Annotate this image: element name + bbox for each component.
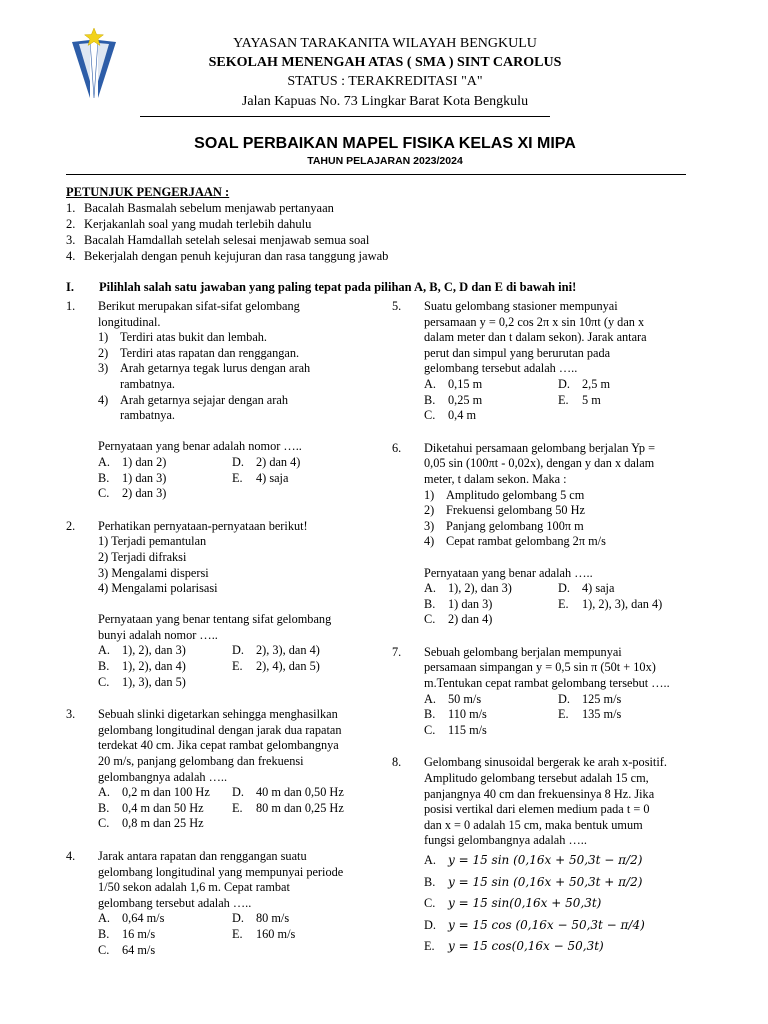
instruction-item: 3. Bacalah Hamdallah setelah selesai menjawab semua soal xyxy=(66,233,370,247)
school-address: Jalan Kapuas No. 73 Lingkar Barat Kota Bengkulu xyxy=(241,94,529,109)
answer-option-row: A. 0,2 m dan 100 Hz D. 40 m dan 0,50 Hz xyxy=(98,785,344,800)
question-3: 3. Sebuah slinki digetarkan sehingga menghasilkan gelombang longitudinal dengan jarak dua rapatan terdekat 40 cm. Jika cepat rambat gelombangnya 20 m/s, panjang gelombang dan frekuensi gelombangnya adalah ….. A. 0,2 m dan 100 Hz D. 40 m dan 0,50 Hz B. 0,4 m dan 50 Hz E. 80 m dan 0,25 Hz C. 0,8 m dan 25 Hz xyxy=(66,707,366,832)
answer-option-row: C. 64 m/s xyxy=(98,942,156,957)
answer-option-row: B. 1) dan 3) E. 4) saja xyxy=(98,470,289,485)
school-logo xyxy=(68,28,120,100)
question-7: 7. Sebuah gelombang berjalan mempunyai persamaan simpangan y = 0,5 sin π (50t + 10x) m.Tentukan cepat rambat gelombang tersebut ….. A. 50 m/s D. 125 m/s B. 110 m/s E. 135 m/s C. 115 m/s xyxy=(392,645,712,739)
answer-option-row: B. 110 m/s E. 135 m/s xyxy=(424,707,622,722)
answer-option-row: A. 1), 2), dan 3) D. 4) saja xyxy=(424,581,615,596)
question-2: 2. Perhatikan pernyataan-pernyataan berikut! 1) Terjadi pemantulan 2) Terjadi difraksi 3) Mengalami dispersi 4) Mengalami polarisasi Pernyataan yang benar tentang sifat gelombang bunyi adalah nomor ….. A. 1), 2), dan 3) D. 2), 3), dan 4) B. 1), 2), dan 4) E. 2), 4), dan 5) C. 1), 3), dan 5) xyxy=(66,519,366,691)
answer-option-row: A. 0,64 m/s D. 80 m/s xyxy=(98,911,290,926)
answer-option-row: C. 1), 3), dan 5) xyxy=(98,674,186,689)
question-6: 6. Diketahui persamaan gelombang berjalan Yp = 0,05 sin (100πt - 0,02x), dengan y dan x dalam meter, t dalam sekon. Maka : 1) Amplitudo gelombang 5 cm 2) Frekuensi gelombang 50 Hz 3) Panjang gelombang 100π m 4) Cepat rambat gelombang 2π m/s Pernyataan yang benar adalah ….. A. 1), 2), dan 3) D. 4) saja B. 1) dan 3) E. 1), 2), 3), dan 4) C. 2) dan 4) xyxy=(392,441,712,628)
answer-option-row: C. y = 15 sin(0,16x + 50,3t) xyxy=(424,896,602,911)
page-subtitle: TAHUN PELAJARAN 2023/2024 xyxy=(307,155,463,167)
foundation-name: YAYASAN TARAKANITA WILAYAH BENGKULU xyxy=(233,36,537,51)
accreditation-status: STATUS : TERAKREDITASI "A" xyxy=(287,74,483,89)
instruction-item: 4. Bekerjalah dengan penuh kejujuran dan rasa tanggung jawab xyxy=(66,249,389,263)
question-5: 5. Suatu gelombang stasioner mempunyai persamaan y = 0,2 cos 2π x sin 10πt (y dan x dalam meter dan t dalam sekon). Jarak antara perut dan simpul yang berurutan pada gelombang tersebut adalah ….. A. 0,15 m D. 2,5 m B. 0,25 m E. 5 m C. 0,4 m xyxy=(392,299,712,424)
answer-option-row: B. 1), 2), dan 4) E. 2), 4), dan 5) xyxy=(98,659,320,674)
question-1: 1. Berikut merupakan sifat-sifat gelombang longitudinal. 1) Terdiri atas bukit dan lembah. 2) Terdiri atas rapatan dan renggangan. 3) Arah getarnya tegak lurus dengan arah rambatnya. 4) Arah getarnya sejajar dengan arah rambatnya. Pernyataan yang benar adalah nomor ….. A. 1) dan 2) D. 2) dan 4) B. 1) dan 3) E. 4) saja C. 2) dan 3) xyxy=(66,299,366,502)
answer-option-row: D. y = 15 cos (0,16x − 50,3t − π/4) xyxy=(424,917,645,932)
answer-option-row: E. y = 15 cos(0,16x − 50,3t) xyxy=(424,939,604,954)
question-4: 4. Jarak antara rapatan dan renggangan suatu gelombang longitudinal yang mempunyai periode 1/50 sekon adalah 1,6 m. Cepat rambat gelombang tersebut adalah ….. A. 0,64 m/s D. 80 m/s B. 16 m/s E. 160 m/s C. 64 m/s xyxy=(66,849,366,958)
section-heading: I. Pilihlah salah satu jawaban yang paling tepat pada pilihan A, B, C, D dan E di bawah ini! xyxy=(66,280,577,294)
answer-option-row: A. 0,15 m D. 2,5 m xyxy=(424,376,611,391)
question-8: 8. Gelombang sinusoidal bergerak ke arah x-positif. Amplitudo gelombang tersebut adalah 15 cm, panjangnya 40 cm dan frekuensinya 8 Hz. Jika posisi vertikal dari elemen medium pada t = 0 dan x = 0 adalah 15 cm, maka bentuk umum fungsi gelombangnya adalah ….. A. y = 15 sin (0,16x + 50,3t − π/2) B. y = 15 sin (0,16x + 50,3t + π/2) C. y = 15 sin(0,16x + 50,3t) D. y = 15 cos (0,16x − 50,3t − π/4) E. y = 15 cos(0,16x − 50,3t) xyxy=(392,755,712,961)
answer-option-row: B. 0,25 m E. 5 m xyxy=(424,392,601,407)
answer-option-row: C. 115 m/s xyxy=(424,722,487,737)
answer-option-row: A. 50 m/s D. 125 m/s xyxy=(424,691,622,706)
answer-option-row: C. 2) dan 3) xyxy=(98,486,167,501)
title-divider xyxy=(66,174,686,175)
page-title: SOAL PERBAIKAN MAPEL FISIKA KELAS XI MIPA xyxy=(194,135,576,152)
answer-option-row: B. 16 m/s E. 160 m/s xyxy=(98,926,296,941)
answer-option-row: C. 0,4 m xyxy=(424,408,477,423)
answer-option-row: A. 1), 2), dan 3) D. 2), 3), dan 4) xyxy=(98,643,320,658)
instruction-item: 1. Bacalah Basmalah sebelum menjawab pertanyaan xyxy=(66,201,334,215)
instructions xyxy=(66,184,706,264)
answer-option-row: B. y = 15 sin (0,16x + 50,3t + π/2) xyxy=(424,874,643,889)
answer-option-row: A. 1) dan 2) D. 2) dan 4) xyxy=(98,454,301,469)
header-divider xyxy=(140,116,550,117)
instructions-heading: PETUNJUK PENGERJAAN : xyxy=(66,185,230,199)
answer-option-row: B. 0,4 m dan 50 Hz E. 80 m dan 0,25 Hz xyxy=(98,800,344,815)
answer-option-row: C. 2) dan 4) xyxy=(424,612,493,627)
right-column xyxy=(392,299,712,961)
answer-option-row: A. y = 15 sin (0,16x + 50,3t − π/2) xyxy=(424,853,643,867)
school-name: SEKOLAH MENENGAH ATAS ( SMA ) SINT CAROLUS xyxy=(208,55,562,70)
answer-option-row: B. 1) dan 3) E. 1), 2), 3), dan 4) xyxy=(424,596,663,611)
left-column xyxy=(66,299,366,958)
instruction-item: 2. Kerjakanlah soal yang mudah terlebih dahulu xyxy=(66,217,312,231)
answer-option-row: C. 0,8 m dan 25 Hz xyxy=(98,816,204,831)
